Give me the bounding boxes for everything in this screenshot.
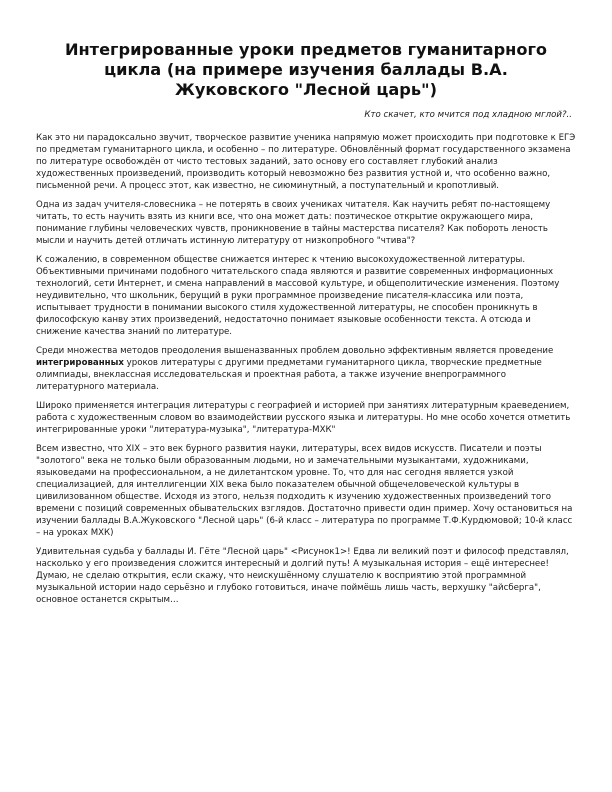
paragraph-7: Удивительная судьба у баллады И. Гёте "Лесной царь" <Рисунок1>! Едва ли великий поэт и философ представлял, насколько у его произведения сложится интересный и долгий путь! А музыкальная история – ещё интереснее! Думаю, не сделаю открытия, если скажу, что неискушённому слушателю к восприятию этой программной музыкальной истории надо серьёзно и глубоко готовиться, иначе поймёшь лишь часть, верхушку "айсберга", основное останется скрытым… bbox=[36, 547, 569, 605]
paragraph-3: К сожалению, в современном обществе снижается интерес к чтению высокохудожественной литературы. Объективными причинами подобного читательского спада являются и развитие современных информационных технологий, сети Интернет, и смена направлений в массовой культуре, и общеполитические изменения. Поэтому неудивительно, что школьник, берущий в руки программное произведение писателя-классика или поэта, испытывает трудности в понимании высокого стиля художественной литературы, не способен проникнуть в философскую канву этих произведений, недостаточно понимает языковые особенности текста. А отсюда и снижение качества знаний по литературе. bbox=[36, 255, 560, 337]
paragraph-6: Всем известно, что XIX – это век бурного развития науки, литературы, всех видов искусств. Писатели и поэты "золотого" века не только были образованным людьми, но и замечательными музыкантами, художниками, языковедами на профессиональном, а не дилетантском уровне. То, что для нас сегодня является узкой специализацией, для интеллигенции XIX века было показателем обычной общечеловеческой культуры в цивилизованном обществе. Исходя из этого, нельзя подходить к изучению художественных произведений того времени с позиций современных обывательских взглядов. Достаточно привести один пример. Хочу остановиться на изучении баллады В.А.Жуковского "Лесной царь" (6-й класс – литература по программе Т.Ф.Курдюмовой; 10-й класс – на уроках МХК) bbox=[36, 444, 573, 538]
document-title: Интегрированные уроки предметов гуманитарного цикла (на примере изучения баллады В.А. Жуковского "Лесной царь") bbox=[64, 40, 548, 99]
methods-text-after: уроков литературы с другими предметами гуманитарного цикла, творческие предметные олимпиады, внеклассная исследовательская и проектная работа, а также изучение внепрограммного литературного материала. bbox=[36, 358, 542, 392]
paragraph-2: Одна из задач учителя-словесника – не потерять в своих учениках читателя. Как научить ребят по-настоящему читать, то есть научить взять из книги все, что она может дать: поэтическое открытие окружающего мира, понимание глубины человеческих чувств, проникновение в тайны мастерства писателя? Как побороть леность мысли и научить детей отличать истинную литературу от низкопробного "чтива"? bbox=[36, 200, 551, 246]
paragraph-1: Как это ни парадоксально звучит, творческое развитие ученика напрямую может происходить при подготовке к ЕГЭ по предметам гуманитарного цикла, и особенно – по литературе. Обновлённый формат государственного экзамена по литературе освобождён от чисто тестовых заданий, зато основу его составляет глубокий анализ художественных произведений, производить который невозможно без развития устной и, что особенно важно, письменной речи. А процесс этот, как известно, не сиюминутный, а поступательный и кропотливый. bbox=[36, 133, 576, 191]
methods-bold-term: интегрированных bbox=[36, 358, 124, 368]
methods-text-before: Среди множества методов преодоления вышеназванных проблем довольно эффективным является проведение bbox=[36, 346, 554, 356]
paragraph-methods bbox=[36, 345, 576, 393]
epigraph: Кто скачет, кто мчится под хладною мглой?.. bbox=[364, 110, 572, 120]
paragraph-5: Широко применяется интеграция литературы с географией и историей при занятиях литературным краеведением, работа с художественным словом во взаимодействии русского языка и литературы. Но мне особо хочется отметить интегрированные уроки "литература-музыка", "литература-МХК" bbox=[36, 401, 571, 435]
document-page bbox=[36, 40, 576, 613]
